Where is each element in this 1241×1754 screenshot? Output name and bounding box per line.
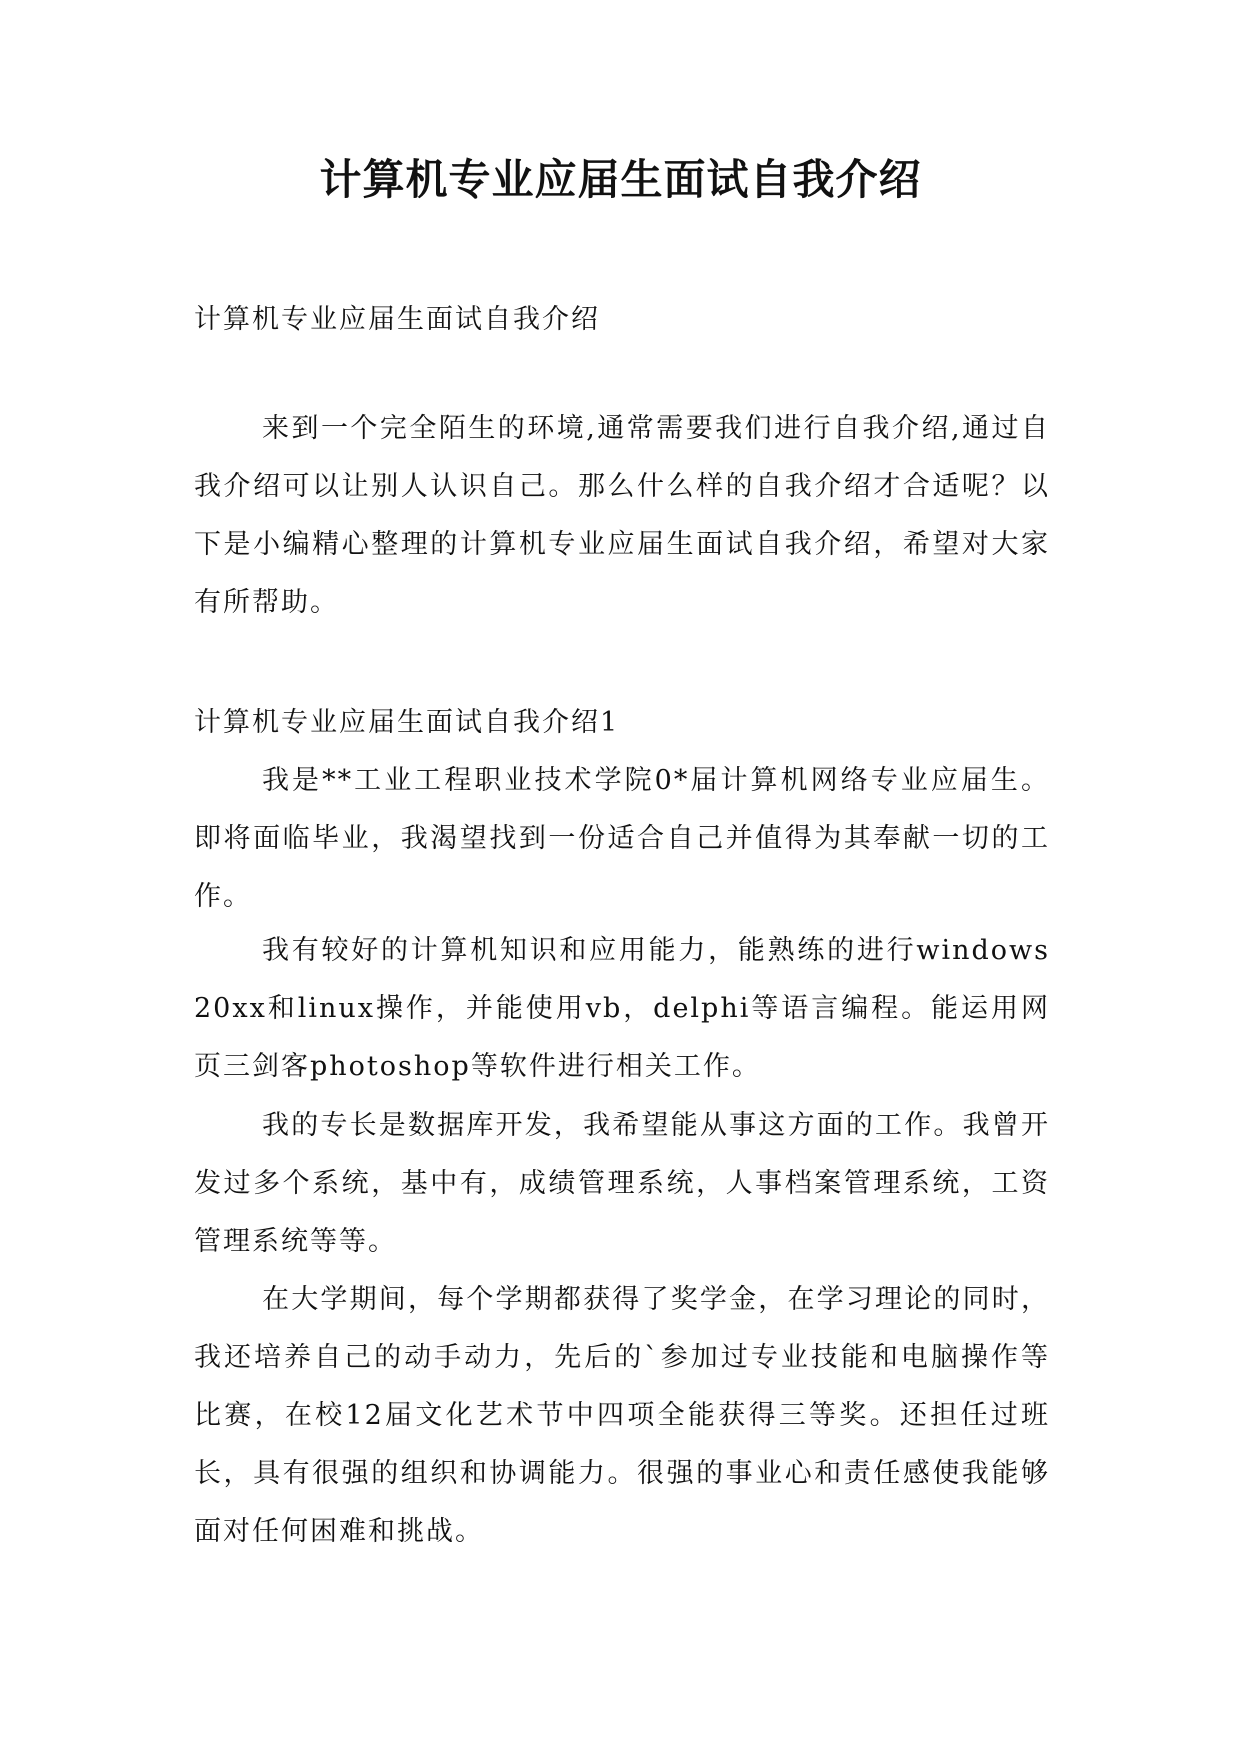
intro-paragraph: 来到一个完全陌生的环境,通常需要我们进行自我介绍,通过自我介绍可以让别人认识自己。那么什么样的自我介绍才合适呢？以下是小编精心整理的计算机专业应届生面试自我介绍，希望对大家有所帮助。 — [194, 413, 1050, 618]
document-subtitle: 计算机专业应届生面试自我介绍 — [194, 304, 600, 335]
body-paragraph: 我的专长是数据库开发，我希望能从事这方面的工作。我曾开发过多个系统，基中有，成绩管理系统，人事档案管理系统，工资管理系统等等。 — [194, 1110, 1050, 1257]
body-paragraph: 我有较好的计算机知识和应用能力，能熟练的进行windows 20xx和linux操作，并能使用vb，delphi等语言编程。能运用网页三剑客photoshop等软件进行相关工作。 — [194, 935, 1050, 1082]
document-title: 计算机专业应届生面试自我介绍 — [319, 155, 922, 204]
body-paragraph: 我是**工业工程职业技术学院0*届计算机网络专业应届生。即将面临毕业，我渴望找到一份适合自己并值得为其奉献一切的工作。 — [194, 765, 1050, 912]
body-paragraph: 在大学期间，每个学期都获得了奖学金，在学习理论的同时，我还培养自己的动手动力，先后的`参加过专业技能和电脑操作等比赛，在校12届文化艺术节中四项全能获得三等奖。还担任过班长，具有很强的组织和协调能力。很强的事业心和责任感使我能够面对任何困难和挑战。 — [194, 1284, 1050, 1547]
section-heading: 计算机专业应届生面试自我介绍1 — [194, 707, 620, 738]
